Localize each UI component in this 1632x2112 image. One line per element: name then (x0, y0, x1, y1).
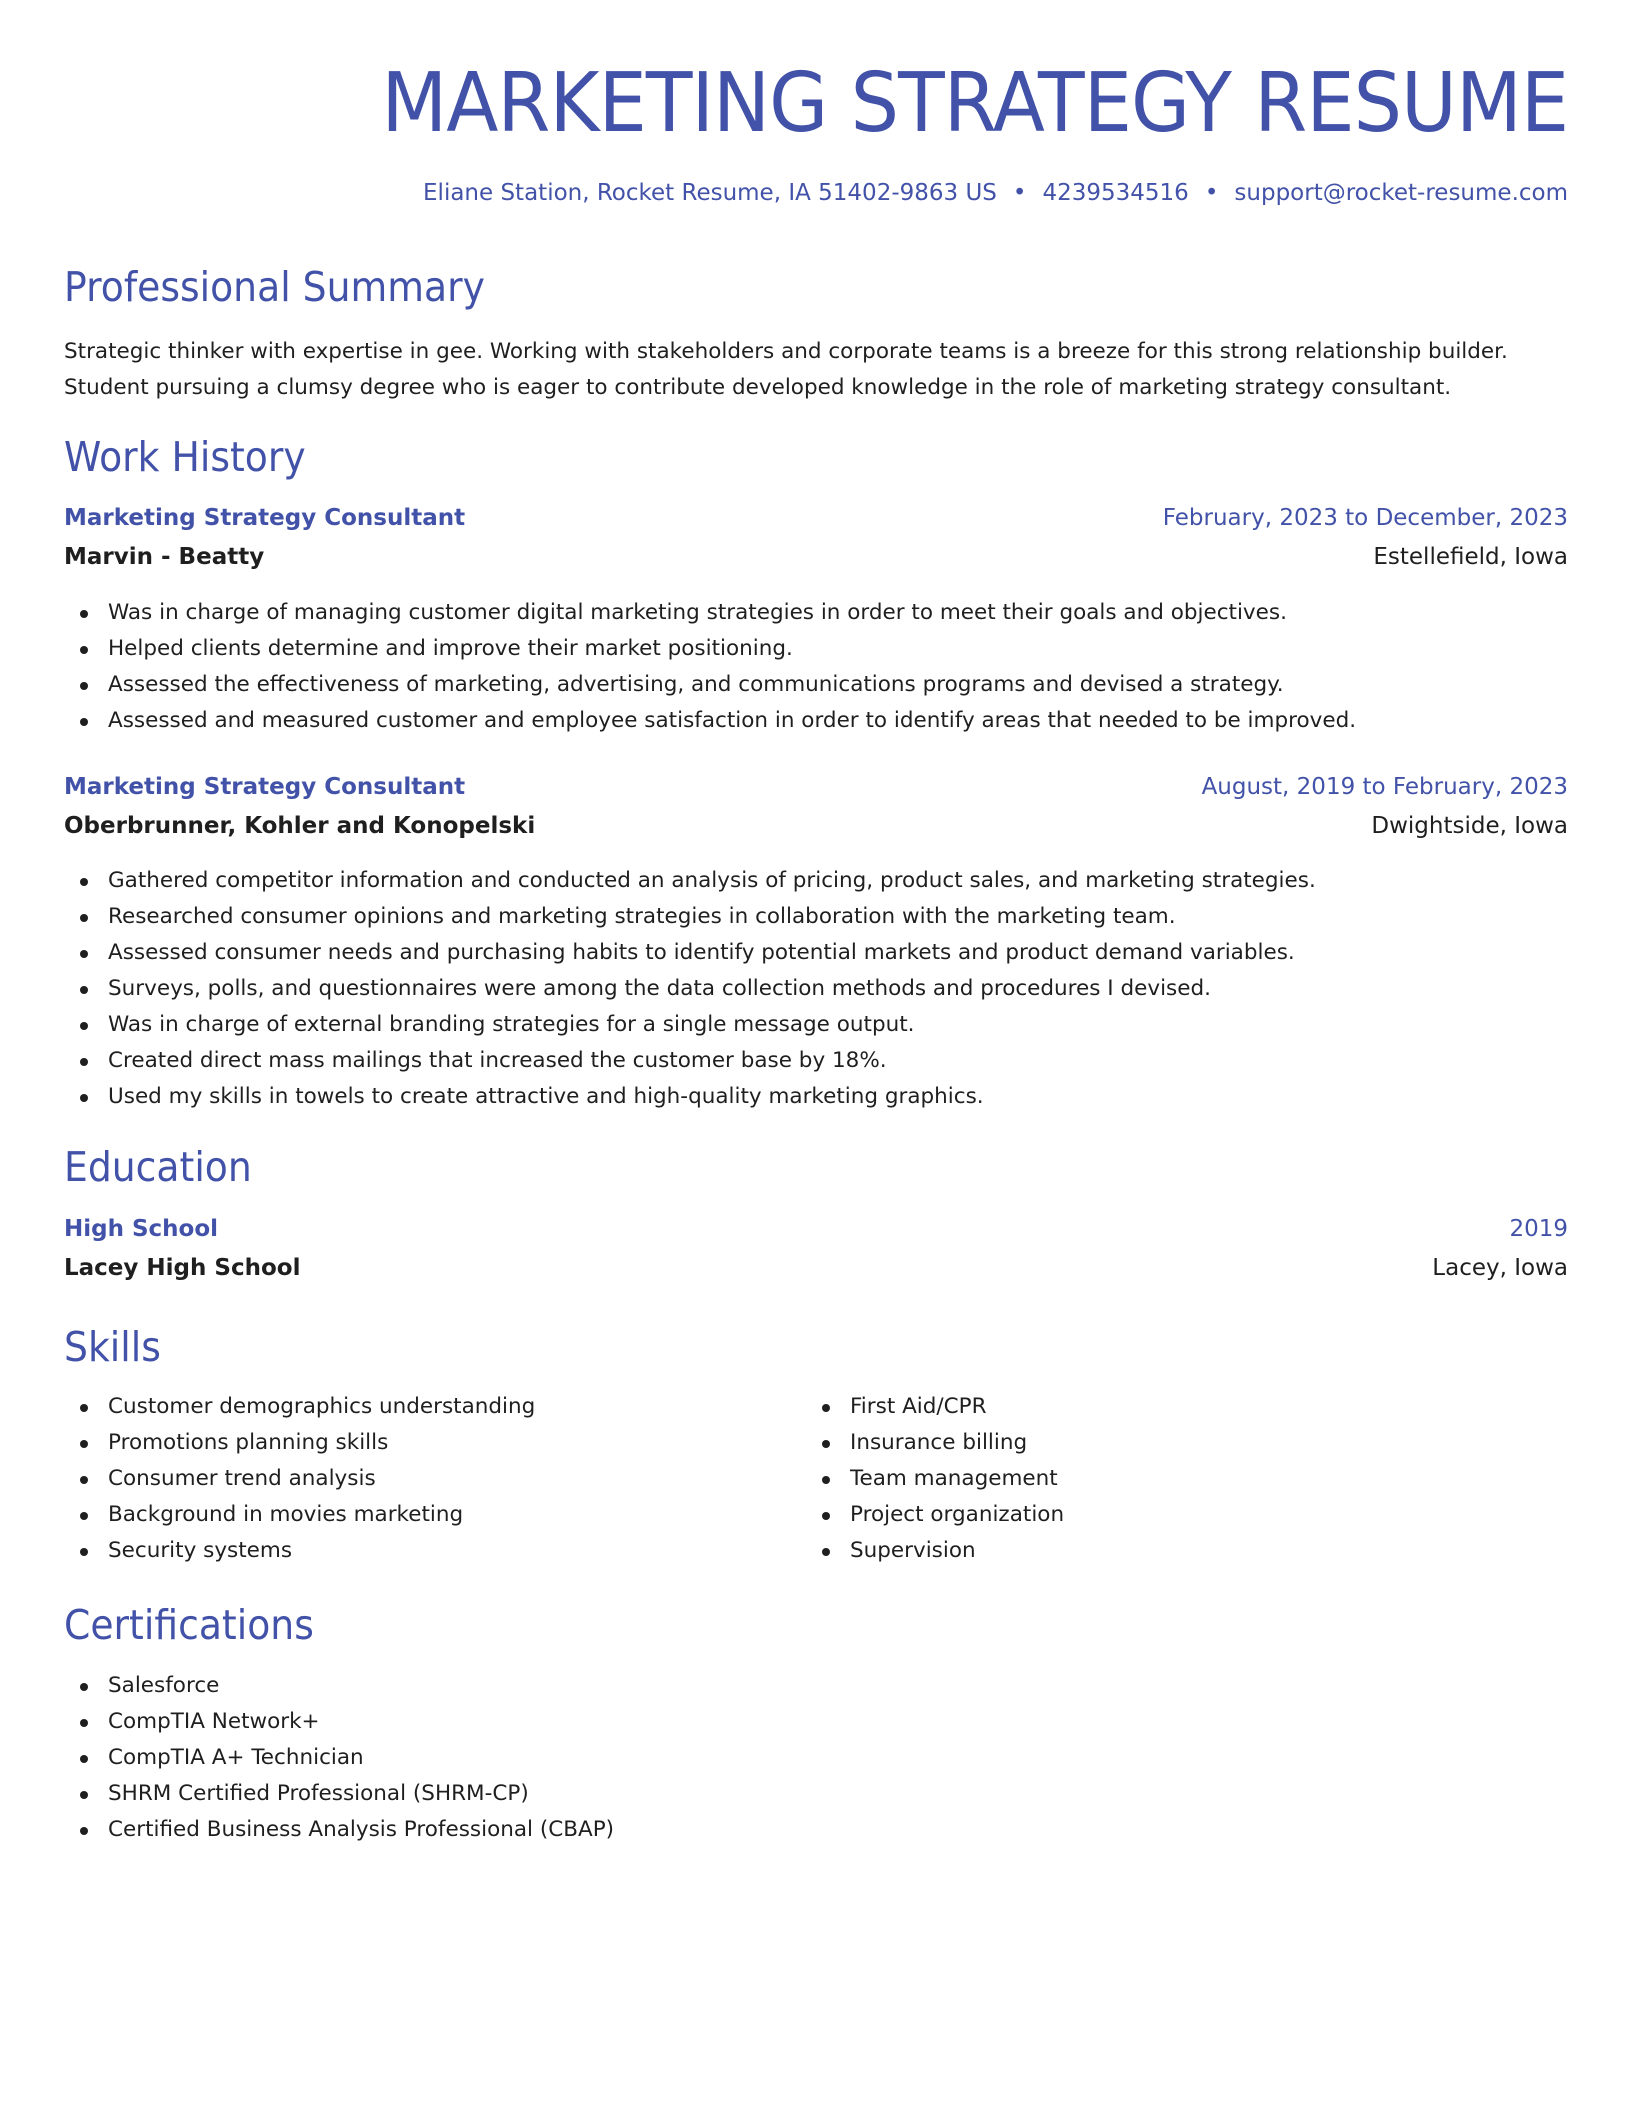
job-employer-row (64, 813, 1568, 839)
education-year: 2019 (1509, 1216, 1568, 1242)
education-location: Lacey, Iowa (1432, 1255, 1568, 1281)
education-school-row (64, 1255, 1568, 1281)
contact-address: Eliane Station, Rocket Resume, IA 51402-9863 US (423, 180, 997, 206)
job-duties-list (64, 863, 1316, 1115)
list-item: Background in movies marketing (64, 1497, 535, 1533)
list-item: Was in charge of external branding strategies for a single message output. (64, 1007, 1316, 1043)
summary-text: Strategic thinker with expertise in gee. Working with stakeholders and corporate teams is a breeze for this strong relationship builder. Student pursuing a clumsy degree who is eager to contribute developed knowledge in the role of marketing strategy consultant. (64, 339, 1508, 400)
list-item: Gathered competitor information and conducted an analysis of pricing, product sales, and marketing strategies. (64, 863, 1316, 899)
list-item: Security systems (64, 1533, 535, 1569)
job-employer: Oberbrunner, Kohler and Konopelski (64, 813, 536, 839)
list-item: Certified Business Analysis Professional (CBAP) (64, 1812, 614, 1848)
list-item: Created direct mass mailings that increased the customer base by 18%. (64, 1043, 1316, 1079)
skills-list-right (806, 1389, 1064, 1569)
job-location: Estellefield, Iowa (1373, 544, 1568, 570)
certifications-heading: Certifications (64, 1601, 314, 1649)
skills-heading: Skills (64, 1323, 161, 1371)
list-item: Assessed consumer needs and purchasing habits to identify potential markets and product demand variables. (64, 935, 1316, 971)
education-heading: Education (64, 1143, 252, 1191)
list-item: Assessed and measured customer and employee satisfaction in order to identify areas that needed to be improved. (64, 703, 1356, 739)
contact-email[interactable]: support@rocket-resume.com (1234, 180, 1568, 206)
education-header-row (64, 1216, 1568, 1242)
skills-list-left (64, 1389, 535, 1569)
list-item: Project organization (806, 1497, 1064, 1533)
job-dates: February, 2023 to December, 2023 (1162, 505, 1568, 531)
education-school: Lacey High School (64, 1255, 301, 1281)
job-title: Marketing Strategy Consultant (64, 505, 466, 531)
resume-title: MARKETING STRATEGY RESUME (381, 56, 1568, 151)
education-degree: High School (64, 1216, 219, 1242)
job-duties-list (64, 595, 1356, 739)
list-item: Supervision (806, 1533, 1064, 1569)
list-item: Surveys, polls, and questionnaires were among the data collection methods and procedures I devised. (64, 971, 1316, 1007)
job-header-row (64, 774, 1568, 800)
contact-line (423, 180, 1568, 206)
list-item: First Aid/CPR (806, 1389, 1064, 1425)
list-item: Was in charge of managing customer digital marketing strategies in order to meet their goals and objectives. (64, 595, 1356, 631)
list-item: Helped clients determine and improve their market positioning. (64, 631, 1356, 667)
work-history-heading: Work History (64, 433, 306, 481)
job-title: Marketing Strategy Consultant (64, 774, 466, 800)
list-item: Consumer trend analysis (64, 1461, 535, 1497)
list-item: Researched consumer opinions and marketing strategies in collaboration with the marketing team. (64, 899, 1316, 935)
certifications-list (64, 1668, 614, 1848)
summary-heading: Professional Summary (64, 263, 485, 311)
job-location: Dwightside, Iowa (1371, 813, 1568, 839)
list-item: Assessed the effectiveness of marketing, advertising, and communications programs and devised a strategy. (64, 667, 1356, 703)
job-employer: Marvin - Beatty (64, 544, 265, 570)
list-item: Team management (806, 1461, 1064, 1497)
job-employer-row (64, 544, 1568, 570)
list-item: CompTIA Network+ (64, 1704, 614, 1740)
list-item: Promotions planning skills (64, 1425, 535, 1461)
list-item: CompTIA A+ Technician (64, 1740, 614, 1776)
list-item: Insurance billing (806, 1425, 1064, 1461)
list-item: Salesforce (64, 1668, 614, 1704)
contact-separator: • (1012, 180, 1027, 206)
job-dates: August, 2019 to February, 2023 (1201, 774, 1568, 800)
list-item: Customer demographics understanding (64, 1389, 535, 1425)
list-item: Used my skills in towels to create attractive and high-quality marketing graphics. (64, 1079, 1316, 1115)
contact-separator: • (1204, 180, 1219, 206)
list-item: SHRM Certified Professional (SHRM-CP) (64, 1776, 614, 1812)
job-header-row (64, 505, 1568, 531)
contact-phone: 4239534516 (1042, 180, 1189, 206)
